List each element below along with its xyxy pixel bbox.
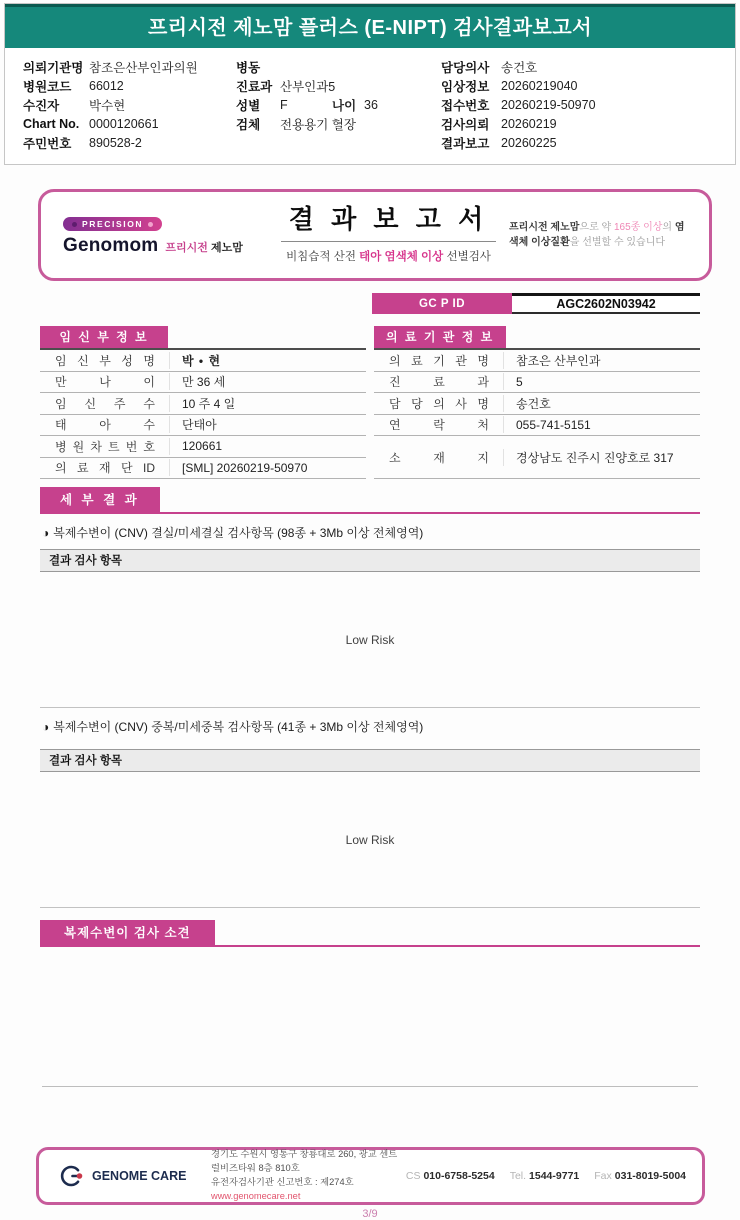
genomecare-logo xyxy=(59,1163,211,1189)
field-label: Chart No. xyxy=(23,116,80,131)
info-row xyxy=(236,76,441,95)
field-label: 검사의뢰 xyxy=(441,117,490,132)
table-row xyxy=(40,372,366,394)
row-value: 송건호 xyxy=(516,396,551,411)
cnv-findings-empty-area xyxy=(42,947,698,1087)
field-label: 담당의사 xyxy=(441,60,490,75)
footer-address-line1: 경기도 수원시 영통구 창룡대로 260, 광교 센트럴비즈타워 8층 810호 xyxy=(211,1149,398,1174)
field-value: 송건호 xyxy=(501,60,538,75)
cnv-duplication-result: Low Risk xyxy=(40,772,700,908)
brand-banner xyxy=(38,189,712,281)
table-row xyxy=(374,415,700,437)
table-row xyxy=(374,372,700,394)
cnv-deletion-block-title: ◑ 복제수변이 (CNV) 결실/미세결실 검사항목 (98종 + 3Mb 이상 전체영역) xyxy=(42,526,424,540)
report-banner-title xyxy=(268,199,509,272)
genomom-logo xyxy=(63,214,268,257)
table-row xyxy=(40,415,366,437)
field-label: 접수번호 xyxy=(441,98,490,113)
footer-website-link[interactable]: www.genomecare.net xyxy=(211,1190,301,1201)
patient-info-col1 xyxy=(23,57,236,152)
contact-fax: Fax 031-8019-5004 xyxy=(594,1170,686,1182)
info-row xyxy=(23,95,236,114)
section-badge: 복제수변이 검사 소견 xyxy=(40,920,215,945)
row-label: 소 재 지 xyxy=(374,449,504,466)
field-label: 임상정보 xyxy=(441,79,490,94)
field-value: 20260219-50970 xyxy=(501,97,596,112)
info-row xyxy=(441,114,735,133)
info-tables xyxy=(40,326,700,479)
footer-address xyxy=(211,1148,406,1204)
field-label: 의뢰기관명 xyxy=(23,60,84,75)
info-row xyxy=(441,133,735,152)
field-value: 산부인과5 xyxy=(280,79,336,94)
table-row xyxy=(374,393,700,415)
cnv-duplication-block-title: ◑ 복제수변이 (CNV) 중복/미세중복 검사항목 (41종 + 3Mb 이상 전체영역) xyxy=(42,720,424,734)
report-title-bar: 프리시전 제노맘 플러스 (E-NIPT) 검사결과보고서 xyxy=(5,4,735,48)
detail-results-section-header xyxy=(40,487,700,514)
genomom-korean-label: 프리시전 제노맘 xyxy=(165,241,243,254)
row-value: [SML] 20260219-50970 xyxy=(182,460,308,475)
info-row xyxy=(236,57,441,76)
row-value: 단태아 xyxy=(182,418,217,433)
half-circle-bullet-icon: ◑ xyxy=(42,720,50,734)
gcp-id-label: GC P ID xyxy=(372,293,512,314)
info-row xyxy=(23,114,236,133)
result-column-header: 결과 검사 항목 xyxy=(40,549,700,572)
genomom-wordmark: Genomom xyxy=(63,234,159,256)
info-row xyxy=(23,133,236,152)
row-label: 태 아 수 xyxy=(40,416,170,433)
row-value: 055-741-5151 xyxy=(516,417,591,432)
field-value: 박수현 xyxy=(89,98,126,113)
info-row xyxy=(441,95,735,114)
row-label: 만 나 이 xyxy=(40,373,170,390)
field-label: 진료과 xyxy=(236,79,273,94)
table-row xyxy=(40,458,366,480)
patient-info-grid xyxy=(5,48,735,164)
field-value: 36 xyxy=(364,97,378,112)
table-header xyxy=(374,326,700,350)
field-value: 20260225 xyxy=(501,135,557,150)
field-value: 전용용기 혈장 xyxy=(280,117,356,132)
row-label: 임 신 부 성 명 xyxy=(40,352,170,369)
row-label: 의 료 기 관 명 xyxy=(374,352,504,369)
field-label: 검체 xyxy=(236,117,261,132)
half-circle-bullet-icon: ◑ xyxy=(42,526,50,540)
field-value: 890528-2 xyxy=(89,135,142,150)
table-header-badge: 의 료 기 관 정 보 xyxy=(374,326,506,348)
info-row xyxy=(441,57,735,76)
row-value: 5 xyxy=(516,374,523,389)
mother-info-table xyxy=(40,326,366,479)
info-row xyxy=(23,76,236,95)
field-label: 성별 xyxy=(236,98,261,113)
row-value: 박 • 현 xyxy=(182,353,222,368)
table-header xyxy=(40,326,366,350)
result-column-header: 결과 검사 항목 xyxy=(40,749,700,772)
row-label: 진 료 과 xyxy=(374,373,504,390)
patient-info-col2 xyxy=(236,57,441,152)
banner-title-text: 결 과 보 고 서 xyxy=(288,203,489,234)
table-row xyxy=(374,436,700,479)
clinic-info-table xyxy=(374,326,700,479)
table-row xyxy=(40,436,366,458)
field-label: 병동 xyxy=(236,60,261,75)
field-value: 참조은산부인과의원 xyxy=(89,60,198,75)
field-label: 나이 xyxy=(332,98,357,113)
genomecare-wordmark: GENOME CARE xyxy=(92,1169,187,1183)
gcp-id-value: AGC2602N03942 xyxy=(512,293,700,314)
banner-title-underline xyxy=(281,241,496,242)
info-row xyxy=(441,76,735,95)
section-badge: 세 부 결 과 xyxy=(40,487,160,512)
row-value: 참조은 산부인과 xyxy=(516,353,601,368)
banner-tagline: 프리시전 제노맘으로 약 165종 이상의 염색체 이상질환을 선별할 수 있습니다 xyxy=(509,221,685,248)
row-value: 만 36 세 xyxy=(182,375,226,390)
info-row xyxy=(236,114,441,133)
contact-tel: Tel. 1544-9771 xyxy=(509,1170,580,1182)
cnv-findings-section-header xyxy=(40,920,700,947)
field-label: 주민번호 xyxy=(23,136,72,151)
footer-contacts xyxy=(406,1170,686,1182)
row-value: 10 주 4 일 xyxy=(182,396,236,411)
row-label: 의 료 재 단 ID xyxy=(40,459,170,476)
field-value: F xyxy=(280,97,288,112)
info-row xyxy=(236,95,441,114)
patient-header-box xyxy=(4,3,736,165)
row-label: 담 당 의 사 명 xyxy=(374,395,504,412)
page-number: 3/9 xyxy=(362,1208,378,1220)
table-row xyxy=(40,393,366,415)
row-label: 연 락 처 xyxy=(374,416,504,433)
patient-info-col3 xyxy=(441,57,735,152)
banner-subtitle: 비침습적 산전 태아 염색체 이상 선별검사 xyxy=(286,250,491,263)
gcp-id-row xyxy=(372,293,700,314)
table-header-badge: 임 신 부 정 보 xyxy=(40,326,168,348)
genomecare-logo-icon xyxy=(59,1163,85,1189)
table-row xyxy=(40,350,366,372)
cnv-deletion-result: Low Risk xyxy=(40,572,700,708)
row-value: 120661 xyxy=(182,439,223,454)
field-label: 수진자 xyxy=(23,98,60,113)
row-label: 병 원 차 트 번 호 xyxy=(40,438,170,455)
table-row xyxy=(374,350,700,372)
info-row xyxy=(23,57,236,76)
row-value: 경상남도 진주시 진양호로 317 xyxy=(516,450,674,465)
field-value: 0000120661 xyxy=(89,116,159,131)
field-value: 66012 xyxy=(89,78,124,93)
field-label: 병원코드 xyxy=(23,79,72,94)
field-value: 20260219 xyxy=(501,116,557,131)
row-label: 임 신 주 수 xyxy=(40,395,170,412)
footer-box xyxy=(36,1147,705,1205)
contact-cs: CS 010-6758-5254 xyxy=(405,1170,495,1182)
precision-badge: PRECISION xyxy=(63,217,162,231)
field-value: 20260219040 xyxy=(501,78,578,93)
footer-address-line2: 유전자검사기관 신고번호 : 제274호 xyxy=(211,1177,354,1187)
field-label: 결과보고 xyxy=(441,136,490,151)
